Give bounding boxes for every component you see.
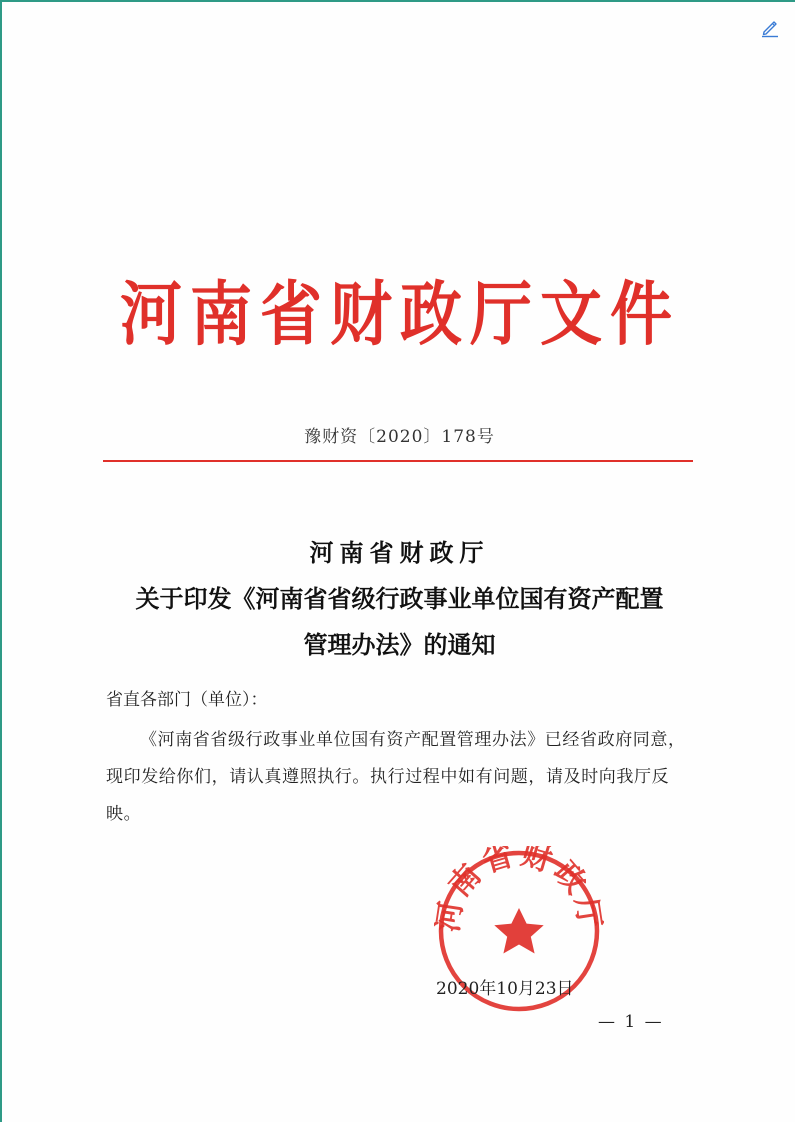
red-divider-line	[103, 460, 693, 462]
pencil-icon	[759, 23, 781, 42]
star-icon	[494, 908, 543, 954]
notice-title-issuer: 河南省财政厅	[309, 539, 490, 567]
seal-text: 河南省财政厅	[434, 846, 604, 935]
issue-date: 2020年10月23日	[436, 979, 574, 999]
document-header-title: 河南省财政厅文件	[120, 273, 681, 355]
document-number: 豫财资〔2020〕178号	[304, 427, 495, 447]
salutation: 省直各部门（单位）：	[106, 690, 268, 710]
notice-title-line: 关于印发《河南省省级行政事业单位国有资产配置	[135, 585, 664, 613]
page-number: — 1 —	[598, 1012, 664, 1032]
body-paragraph: 《河南省省级行政事业单位国有资产配置管理办法》已经省政府同意，现印发给你们，请认真遵照执行。执行过程中如有问题，请及时向我厅反映。	[106, 730, 686, 824]
notice-title	[92, 530, 707, 668]
edit-button[interactable]	[759, 16, 781, 38]
notice-title-line: 管理办法》的通知	[303, 631, 496, 659]
